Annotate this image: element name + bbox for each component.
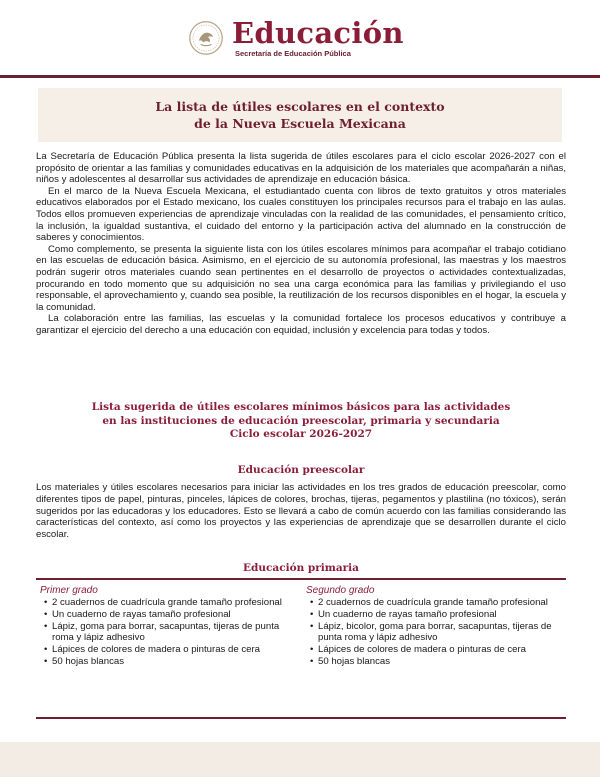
preescolar-heading: Educación preescolar [237, 464, 365, 476]
list-item [306, 597, 561, 609]
list-item-text: 50 hojas blancas [318, 655, 391, 667]
primaria-heading: Educación primaria [243, 562, 359, 574]
list-item [306, 609, 561, 621]
title-banner [38, 88, 562, 142]
footer-band [0, 742, 600, 777]
list-item-text: 50 hojas blancas [52, 655, 125, 667]
list-item-text: Lápiz, goma para borrar, sacapuntas, tijeras de punta roma y lápiz adhesivo [52, 620, 280, 644]
document-title-line-2: de la Nueva Escuela Mexicana [194, 116, 406, 131]
intro-paragraph: En el marco de la Nueva Escuela Mexicana, el estudiantado cuenta con libros de texto gratuitos y otros materiales educativos elaborados por el Estado mexicano, los cuales constituyen los principales recursos para el trabajo en las aulas. Todos ellos promueven experiencias de aprendizaje vinculadas con la realidad de las comunidades, el pensamiento crítico, la inclusión, la igualdad sustantiva, el cuidado del entorno y la participación activa del alumnado en la construcción de saberes y conocimientos. [36, 185, 566, 244]
brand-title: Educación [232, 16, 404, 50]
supply-list [40, 597, 295, 668]
primaria-divider [36, 578, 566, 580]
bullet-icon: • [310, 644, 314, 656]
grade-title: Primer grado [40, 585, 98, 596]
grade-title: Segundo grado [306, 585, 375, 596]
list-item-text: Un cuaderno de rayas tamaño profesional [52, 608, 231, 620]
list-item [40, 621, 295, 645]
bullet-icon: • [310, 608, 314, 620]
preescolar-text: Los materiales y útiles escolares necesarios para iniciar las actividades en los tres grados de educación preescolar, como diferentes tipos de papel, pinturas, pinceles, lápices de colores, brochas, tijeras, pegamentos y plastilina (no tóxicos), serán sugeridos por las educadoras y los educadores. Esto se llevará a cabo de común acuerdo con las familias considerando las características del contexto, así como los proyectos y las experiencias de aprendizaje que se desarrollen durante el ciclo escolar. [36, 482, 566, 541]
list-title [36, 401, 566, 442]
bullet-icon: • [44, 655, 48, 667]
bullet-icon: • [44, 608, 48, 620]
header-divider [0, 75, 600, 78]
bullet-icon: • [44, 620, 48, 632]
bullet-icon: • [310, 597, 314, 608]
grade-column-primer [40, 584, 295, 668]
intro-paragraph: La colaboración entre las familias, las escuelas y la comunidad fortalece los procesos educativos y contribuye a garantizar el ejercicio del derecho a una educación con equidad, inclusión y excelencia para todas y todos. [36, 313, 566, 336]
document-title-line-1: La lista de útiles escolares en el contexto [155, 99, 445, 114]
list-item-text: Lápiz, bicolor, goma para borrar, sacapuntas, tijeras de punta roma y lápiz adhesivo [318, 620, 552, 644]
intro-paragraph: Como complemento, se presenta la siguiente lista con los útiles escolares mínimos para acompañar el trabajo cotidiano en las escuelas de educación básica. Asimismo, en el ejercicio de su autonomía profesional, las maestras y los maestros podrán sugerir otros materiales cuando sean pertinentes en el desarrollo de proyectos o actividades contextualizadas, procurando en todo momento que su adquisición no sea una carga económica para las familias y privilegiando el uso responsable, el aprovechamiento y, cuando sea posible, la reutilización de los recursos disponibles en el hogar, la escuela y la comunidad. [36, 243, 566, 313]
sep-logo [188, 18, 404, 58]
list-item-text: 2 cuadernos de cuadrícula grande tamaño profesional [318, 597, 548, 608]
list-item-text: 2 cuadernos de cuadrícula grande tamaño profesional [52, 597, 282, 608]
page-header [0, 0, 600, 78]
eagle-seal-icon [188, 20, 224, 56]
supply-list [306, 597, 561, 668]
bullet-icon: • [44, 597, 48, 608]
bullet-icon: • [310, 620, 314, 632]
document-title [38, 98, 562, 132]
brand-subtitle: Secretaría de Educación Pública [235, 49, 351, 58]
list-item [40, 656, 295, 668]
list-item [306, 656, 561, 668]
list-item [306, 644, 561, 656]
list-item-text: Lápices de colores de madera o pinturas de cera [52, 644, 260, 656]
list-item-text: Un cuaderno de rayas tamaño profesional [318, 608, 497, 620]
bullet-icon: • [44, 644, 48, 656]
list-item [40, 597, 295, 609]
list-title-line-3: Ciclo escolar 2026-2027 [229, 428, 373, 440]
grade-column-segundo [306, 584, 561, 668]
list-title-line-1: Lista sugerida de útiles escolares mínimos básicos para las actividades [91, 401, 511, 413]
list-item [40, 644, 295, 656]
intro-text [36, 151, 566, 337]
bottom-divider [36, 717, 566, 719]
list-item [40, 609, 295, 621]
list-item [306, 621, 561, 645]
list-title-line-2: en las instituciones de educación preescolar, primaria y secundaria [102, 414, 500, 427]
bullet-icon: • [310, 655, 314, 667]
list-item-text: Lápices de colores de madera o pinturas de cera [318, 644, 526, 656]
intro-paragraph: La Secretaría de Educación Pública presenta la lista sugerida de útiles escolares para el ciclo escolar 2026-2027 con el propósito de orientar a las familias y comunidades educativas en la adquisición de los materiales que acompañarán a niñas, niños y adolescentes al desarrollar sus actividades de aprendizaje en educación básica. [36, 151, 566, 186]
